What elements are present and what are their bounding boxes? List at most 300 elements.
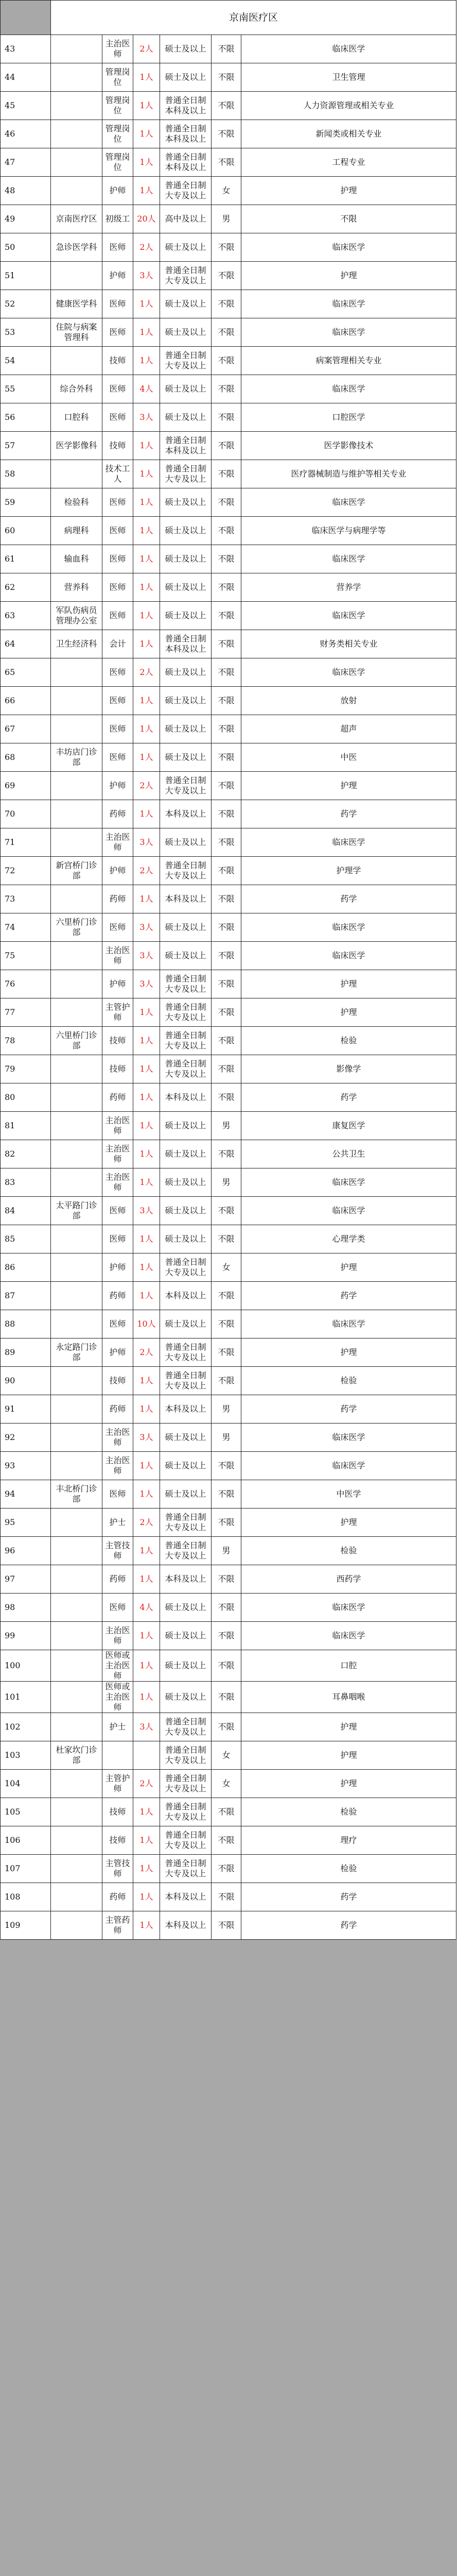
table-row	[1, 1055, 456, 1083]
table-row	[1, 1282, 456, 1310]
position-cell: 药师	[102, 1565, 133, 1594]
department-cell	[51, 262, 102, 290]
education-cell: 硕士及以上	[160, 715, 212, 743]
department-cell: 急诊医学科	[51, 233, 102, 262]
table-row	[1, 602, 456, 630]
row-number: 71	[1, 828, 51, 857]
row-number: 54	[1, 347, 51, 375]
education-cell: 本科及以上	[160, 1565, 212, 1594]
education-cell: 普通全日制大专及以上	[160, 1798, 212, 1826]
major-cell: 护理	[241, 772, 456, 800]
row-number: 46	[1, 120, 51, 148]
table-row	[1, 1367, 456, 1395]
row-number: 55	[1, 375, 51, 403]
education-cell: 硕士及以上	[160, 290, 212, 318]
row-number: 59	[1, 488, 51, 517]
table-row	[1, 1622, 456, 1650]
education-cell: 硕士及以上	[160, 828, 212, 857]
major-cell: 临床医学	[241, 1168, 456, 1197]
education-cell: 硕士及以上	[160, 1168, 212, 1197]
major-cell: 人力资源管理或相关专业	[241, 92, 456, 120]
major-cell: 护理	[241, 1741, 456, 1770]
department-cell	[51, 1423, 102, 1452]
headcount-cell: 3人	[133, 913, 160, 942]
table-row	[1, 177, 456, 205]
major-cell: 新闻类或相关专业	[241, 120, 456, 148]
position-cell: 护师	[102, 1253, 133, 1282]
table-row	[1, 1770, 456, 1798]
headcount-cell: 1人	[133, 1395, 160, 1423]
major-cell: 药学	[241, 1883, 456, 1911]
position-cell: 主治医师	[102, 942, 133, 970]
department-cell	[51, 1395, 102, 1423]
department-cell	[51, 148, 102, 177]
position-cell: 医师	[102, 488, 133, 517]
major-cell: 耳鼻咽喉	[241, 1682, 456, 1713]
row-number: 57	[1, 432, 51, 460]
position-cell	[102, 1741, 133, 1770]
table-row	[1, 148, 456, 177]
gender-cell: 不限	[212, 1594, 241, 1622]
table-row	[1, 1855, 456, 1883]
position-cell: 药师	[102, 1083, 133, 1112]
position-cell: 护师	[102, 177, 133, 205]
department-cell: 综合外科	[51, 375, 102, 403]
major-cell: 临床医学	[241, 1310, 456, 1338]
education-cell: 硕士及以上	[160, 602, 212, 630]
department-cell	[51, 1826, 102, 1855]
major-cell: 西药学	[241, 1565, 456, 1594]
table-row	[1, 1911, 456, 1940]
table-row	[1, 545, 456, 573]
gender-cell: 男	[212, 1423, 241, 1452]
position-cell: 医师	[102, 1197, 133, 1225]
headcount-cell: 1人	[133, 1367, 160, 1395]
table-row	[1, 828, 456, 857]
row-number: 103	[1, 1741, 51, 1770]
headcount-cell: 3人	[133, 1197, 160, 1225]
row-number: 108	[1, 1883, 51, 1911]
gender-cell: 不限	[212, 432, 241, 460]
table-row	[1, 1509, 456, 1537]
department-cell	[51, 1140, 102, 1168]
major-cell: 护理	[241, 262, 456, 290]
row-number: 86	[1, 1253, 51, 1282]
education-cell: 普通全日制大专及以上	[160, 857, 212, 885]
department-cell: 六里桥门诊部	[51, 913, 102, 942]
position-cell: 技师	[102, 1055, 133, 1083]
position-cell: 管理岗位	[102, 92, 133, 120]
position-cell: 医师	[102, 658, 133, 687]
row-number: 77	[1, 998, 51, 1027]
education-cell: 硕士及以上	[160, 743, 212, 772]
gender-cell: 不限	[212, 1798, 241, 1826]
gender-cell: 男	[212, 1395, 241, 1423]
row-number: 76	[1, 970, 51, 998]
major-cell: 工程专业	[241, 148, 456, 177]
major-cell: 护理	[241, 1338, 456, 1367]
position-cell: 技师	[102, 1027, 133, 1055]
major-cell: 临床医学	[241, 545, 456, 573]
major-cell: 临床医学	[241, 913, 456, 942]
gender-cell: 男	[212, 205, 241, 233]
education-cell: 普通全日制大专及以上	[160, 1713, 212, 1741]
headcount-cell: 1人	[133, 630, 160, 658]
row-number: 106	[1, 1826, 51, 1855]
education-cell: 本科及以上	[160, 1282, 212, 1310]
row-number: 81	[1, 1112, 51, 1140]
major-cell: 病案管理相关专业	[241, 347, 456, 375]
headcount-cell: 1人	[133, 715, 160, 743]
major-cell: 临床医学	[241, 658, 456, 687]
department-cell: 住院与病案管理科	[51, 318, 102, 347]
education-cell: 普通全日制大专及以上	[160, 1055, 212, 1083]
education-cell: 硕士及以上	[160, 1310, 212, 1338]
gender-cell: 不限	[212, 1027, 241, 1055]
row-number: 65	[1, 658, 51, 687]
row-number: 94	[1, 1480, 51, 1509]
department-cell: 营养科	[51, 573, 102, 602]
gender-cell: 不限	[212, 375, 241, 403]
table-row	[1, 942, 456, 970]
table-row	[1, 1452, 456, 1480]
department-cell	[51, 35, 102, 63]
table-row	[1, 1650, 456, 1682]
education-cell: 硕士及以上	[160, 1112, 212, 1140]
position-cell: 技师	[102, 1826, 133, 1855]
headcount-cell: 1人	[133, 1798, 160, 1826]
position-cell: 医师	[102, 290, 133, 318]
education-cell: 硕士及以上	[160, 573, 212, 602]
headcount-cell: 1人	[133, 1911, 160, 1940]
gender-cell: 不限	[212, 970, 241, 998]
row-number: 99	[1, 1622, 51, 1650]
row-number: 72	[1, 857, 51, 885]
position-cell: 管理岗位	[102, 120, 133, 148]
headcount-cell: 1人	[133, 1537, 160, 1565]
major-cell: 护理	[241, 1509, 456, 1537]
row-number: 98	[1, 1594, 51, 1622]
table-row	[1, 1713, 456, 1741]
major-cell: 检验	[241, 1027, 456, 1055]
education-cell: 普通全日制本科及以上	[160, 432, 212, 460]
table-row	[1, 1027, 456, 1055]
department-cell	[51, 772, 102, 800]
department-cell: 六里桥门诊部	[51, 1027, 102, 1055]
table-row	[1, 687, 456, 715]
headcount-cell: 1人	[133, 1282, 160, 1310]
position-cell: 主管护师	[102, 1770, 133, 1798]
major-cell: 临床医学	[241, 290, 456, 318]
department-cell	[51, 63, 102, 92]
department-cell	[51, 1855, 102, 1883]
table-row	[1, 743, 456, 772]
education-cell: 硕士及以上	[160, 658, 212, 687]
department-cell: 新宫桥门诊部	[51, 857, 102, 885]
department-cell	[51, 1622, 102, 1650]
education-cell: 硕士及以上	[160, 35, 212, 63]
education-cell: 普通全日制大专及以上	[160, 1338, 212, 1367]
major-cell: 临床医学	[241, 375, 456, 403]
headcount-cell: 1人	[133, 1622, 160, 1650]
position-cell: 主管药师	[102, 1911, 133, 1940]
department-cell	[51, 1713, 102, 1741]
education-cell: 本科及以上	[160, 1083, 212, 1112]
headcount-cell: 2人	[133, 1509, 160, 1537]
position-cell: 护师	[102, 970, 133, 998]
row-number: 63	[1, 602, 51, 630]
position-cell: 主管护师	[102, 998, 133, 1027]
education-cell: 本科及以上	[160, 1911, 212, 1940]
education-cell: 普通全日制本科及以上	[160, 92, 212, 120]
row-number: 62	[1, 573, 51, 602]
gender-cell: 女	[212, 1741, 241, 1770]
headcount-cell: 2人	[133, 233, 160, 262]
major-cell: 财务类相关专业	[241, 630, 456, 658]
row-number: 48	[1, 177, 51, 205]
department-cell	[51, 1565, 102, 1594]
row-number: 47	[1, 148, 51, 177]
header-corner	[1, 1, 51, 35]
table-row	[1, 1682, 456, 1713]
table-row	[1, 517, 456, 545]
major-cell: 药学	[241, 1911, 456, 1940]
position-cell: 主治医师	[102, 828, 133, 857]
department-cell	[51, 687, 102, 715]
table-row	[1, 318, 456, 347]
gender-cell: 不限	[212, 1452, 241, 1480]
table-row	[1, 375, 456, 403]
headcount-cell: 1人	[133, 1650, 160, 1682]
table-row	[1, 1168, 456, 1197]
education-cell: 普通全日制大专及以上	[160, 1509, 212, 1537]
table-row	[1, 715, 456, 743]
department-cell	[51, 92, 102, 120]
headcount-cell: 1人	[133, 1083, 160, 1112]
major-cell: 护理	[241, 970, 456, 998]
position-cell: 技术工人	[102, 460, 133, 488]
headcount-cell: 1人	[133, 998, 160, 1027]
table-row	[1, 460, 456, 488]
headcount-cell: 1人	[133, 1855, 160, 1883]
table-row	[1, 998, 456, 1027]
headcount-cell: 1人	[133, 1055, 160, 1083]
department-cell	[51, 1367, 102, 1395]
position-cell: 医师	[102, 375, 133, 403]
headcount-cell: 1人	[133, 347, 160, 375]
major-cell: 临床医学	[241, 318, 456, 347]
education-cell: 硕士及以上	[160, 1682, 212, 1713]
position-cell: 会计	[102, 630, 133, 658]
headcount-cell: 3人	[133, 942, 160, 970]
gender-cell: 女	[212, 177, 241, 205]
education-cell: 本科及以上	[160, 800, 212, 828]
row-number: 104	[1, 1770, 51, 1798]
education-cell: 普通全日制本科及以上	[160, 120, 212, 148]
gender-cell: 不限	[212, 942, 241, 970]
position-cell: 护师	[102, 1338, 133, 1367]
position-cell: 管理岗位	[102, 63, 133, 92]
education-cell: 普通全日制大专及以上	[160, 772, 212, 800]
row-number: 97	[1, 1565, 51, 1594]
headcount-cell: 1人	[133, 1140, 160, 1168]
education-cell: 普通全日制大专及以上	[160, 1770, 212, 1798]
gender-cell: 不限	[212, 1367, 241, 1395]
major-cell: 药学	[241, 800, 456, 828]
department-cell	[51, 1594, 102, 1622]
department-cell: 丰北桥门诊部	[51, 1480, 102, 1509]
position-cell: 护师	[102, 772, 133, 800]
headcount-cell: 4人	[133, 1594, 160, 1622]
education-cell: 硕士及以上	[160, 1622, 212, 1650]
department-cell	[51, 1509, 102, 1537]
position-cell: 主管技师	[102, 1855, 133, 1883]
gender-cell: 不限	[212, 602, 241, 630]
row-number: 56	[1, 403, 51, 432]
education-cell: 普通全日制大专及以上	[160, 1826, 212, 1855]
row-number: 95	[1, 1509, 51, 1537]
position-cell: 护师	[102, 857, 133, 885]
gender-cell: 男	[212, 1112, 241, 1140]
headcount-cell: 3人	[133, 262, 160, 290]
major-cell: 营养学	[241, 573, 456, 602]
education-cell: 普通全日制大专及以上	[160, 1367, 212, 1395]
major-cell: 医学影像技术	[241, 432, 456, 460]
gender-cell: 不限	[212, 998, 241, 1027]
department-cell	[51, 120, 102, 148]
row-number: 44	[1, 63, 51, 92]
row-number: 87	[1, 1282, 51, 1310]
gender-cell: 不限	[212, 857, 241, 885]
row-number: 66	[1, 687, 51, 715]
gender-cell: 不限	[212, 92, 241, 120]
education-cell: 普通全日制本科及以上	[160, 148, 212, 177]
position-cell: 技师	[102, 347, 133, 375]
education-cell: 硕士及以上	[160, 488, 212, 517]
education-cell: 硕士及以上	[160, 687, 212, 715]
headcount-cell: 2人	[133, 772, 160, 800]
headcount-cell: 20人	[133, 205, 160, 233]
department-cell	[51, 1537, 102, 1565]
row-number: 93	[1, 1452, 51, 1480]
education-cell: 硕士及以上	[160, 318, 212, 347]
major-cell: 药学	[241, 1395, 456, 1423]
major-cell: 中医	[241, 743, 456, 772]
gender-cell: 不限	[212, 262, 241, 290]
department-cell: 健康医学科	[51, 290, 102, 318]
table-row	[1, 1083, 456, 1112]
gender-cell: 不限	[212, 1083, 241, 1112]
table-row	[1, 885, 456, 913]
position-cell: 医师	[102, 517, 133, 545]
headcount-cell: 1人	[133, 1253, 160, 1282]
gender-cell: 不限	[212, 1282, 241, 1310]
education-cell: 普通全日制大专及以上	[160, 970, 212, 998]
position-cell: 医师	[102, 233, 133, 262]
row-number: 67	[1, 715, 51, 743]
position-cell: 主治医师	[102, 1622, 133, 1650]
education-cell: 普通全日制大专及以上	[160, 998, 212, 1027]
major-cell: 检验	[241, 1798, 456, 1826]
education-cell: 硕士及以上	[160, 63, 212, 92]
department-cell	[51, 1168, 102, 1197]
row-number: 53	[1, 318, 51, 347]
table-row	[1, 35, 456, 63]
major-cell: 临床医学	[241, 828, 456, 857]
headcount-cell: 1人	[133, 92, 160, 120]
gender-cell: 男	[212, 1168, 241, 1197]
gender-cell: 不限	[212, 460, 241, 488]
education-cell: 硕士及以上	[160, 1197, 212, 1225]
row-number: 85	[1, 1225, 51, 1253]
department-cell	[51, 942, 102, 970]
gender-cell: 不限	[212, 1055, 241, 1083]
headcount-cell: 1人	[133, 1452, 160, 1480]
gender-cell: 不限	[212, 148, 241, 177]
row-number: 60	[1, 517, 51, 545]
row-number: 50	[1, 233, 51, 262]
position-cell: 技师	[102, 1798, 133, 1826]
headcount-cell: 1人	[133, 1682, 160, 1713]
department-cell: 丰坊店门诊部	[51, 743, 102, 772]
row-number: 73	[1, 885, 51, 913]
table-row	[1, 1741, 456, 1770]
table-row	[1, 1253, 456, 1282]
position-cell: 主治医师	[102, 1423, 133, 1452]
education-cell: 硕士及以上	[160, 1480, 212, 1509]
bottom-grey-area	[0, 1940, 457, 2576]
education-cell: 硕士及以上	[160, 545, 212, 573]
row-number: 102	[1, 1713, 51, 1741]
major-cell: 检验	[241, 1537, 456, 1565]
position-cell: 医师或主治医师	[102, 1650, 133, 1682]
position-cell: 医师	[102, 403, 133, 432]
department-cell	[51, 1310, 102, 1338]
position-cell: 技师	[102, 432, 133, 460]
major-cell: 康复医学	[241, 1112, 456, 1140]
department-cell	[51, 1083, 102, 1112]
department-cell	[51, 1650, 102, 1682]
position-cell: 医师或主治医师	[102, 1682, 133, 1713]
education-cell: 普通全日制大专及以上	[160, 1027, 212, 1055]
headcount-cell: 1人	[133, 318, 160, 347]
position-cell: 药师	[102, 800, 133, 828]
position-cell: 医师	[102, 1594, 133, 1622]
major-cell: 放射	[241, 687, 456, 715]
gender-cell: 不限	[212, 828, 241, 857]
row-number: 84	[1, 1197, 51, 1225]
headcount-cell: 1人	[133, 602, 160, 630]
major-cell: 临床医学	[241, 1452, 456, 1480]
major-cell: 护理	[241, 177, 456, 205]
department-cell: 京南医疗区	[51, 205, 102, 233]
major-cell: 检验	[241, 1855, 456, 1883]
department-cell	[51, 1911, 102, 1940]
gender-cell: 不限	[212, 715, 241, 743]
position-cell: 药师	[102, 885, 133, 913]
row-number: 75	[1, 942, 51, 970]
department-cell	[51, 1253, 102, 1282]
department-cell: 太平路门诊部	[51, 1197, 102, 1225]
major-cell: 药学	[241, 1282, 456, 1310]
headcount-cell: 1人	[133, 517, 160, 545]
position-cell: 主治医师	[102, 1140, 133, 1168]
position-cell: 医师	[102, 318, 133, 347]
gender-cell: 不限	[212, 63, 241, 92]
major-cell: 临床医学	[241, 942, 456, 970]
education-cell: 普通全日制本科及以上	[160, 630, 212, 658]
gender-cell: 不限	[212, 318, 241, 347]
